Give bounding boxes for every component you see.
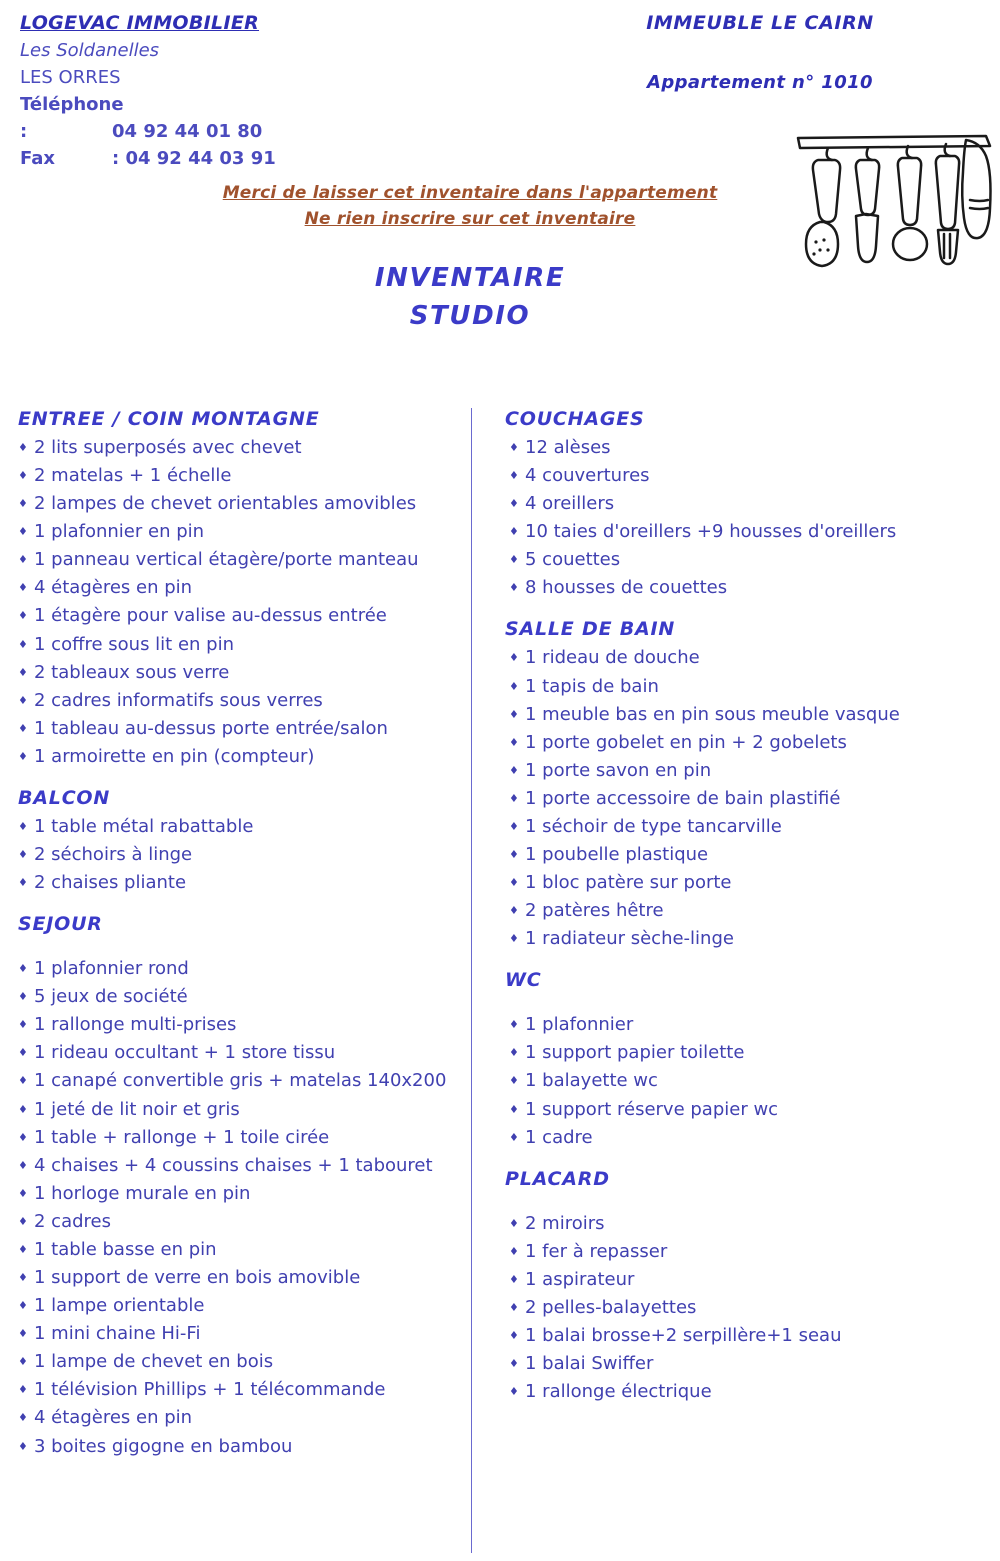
list-item: ♦ 1 bloc patère sur porte <box>505 869 965 897</box>
list-item: ♦ 1 table métal rabattable <box>18 813 458 841</box>
document-header <box>0 8 1000 331</box>
list-item: ♦ 1 table + rallonge + 1 toile cirée <box>18 1124 458 1152</box>
notice-line-2: Ne rien inscrire sur cet inventaire <box>304 209 636 230</box>
list-item: ♦ 1 cadre <box>505 1124 965 1152</box>
list-item: ♦ 8 housses de couettes <box>505 574 965 602</box>
list-item: ♦ 4 couvertures <box>505 462 965 490</box>
list-item: ♦ 1 mini chaine Hi-Fi <box>18 1320 458 1348</box>
section-item-list <box>18 434 458 771</box>
section-title: WC <box>505 969 542 992</box>
list-item: ♦ 1 balai brosse+2 serpillère+1 seau <box>505 1322 965 1350</box>
column-divider <box>471 408 472 1553</box>
section-salle-de-bain <box>505 618 965 953</box>
fax-value: : 04 92 44 03 91 <box>112 148 276 169</box>
list-item: ♦ 4 oreillers <box>505 490 965 518</box>
list-item: ♦ 1 rideau occultant + 1 store tissu <box>18 1039 458 1067</box>
list-item: ♦ 3 boites gigogne en bambou <box>18 1433 458 1461</box>
list-item: ♦ 1 table basse en pin <box>18 1236 458 1264</box>
notice-block <box>0 180 940 233</box>
section-item-list <box>505 1011 965 1151</box>
list-item: ♦ 1 porte accessoire de bain plastifié <box>505 785 965 813</box>
list-item: ♦ 4 étagères en pin <box>18 574 458 602</box>
list-item: ♦ 2 lits superposés avec chevet <box>18 434 458 462</box>
section-title: PLACARD <box>505 1167 610 1190</box>
list-item: ♦ 2 tableaux sous verre <box>18 659 458 687</box>
list-item: ♦ 1 balayette wc <box>505 1067 965 1095</box>
list-item: ♦ 1 canapé convertible gris + matelas 140x200 <box>18 1067 458 1095</box>
spacer <box>505 1152 965 1168</box>
spacer <box>505 602 965 618</box>
list-item: ♦ 1 séchoir de type tancarville <box>505 813 965 841</box>
section-item-list <box>505 644 965 953</box>
list-item: ♦ 1 support papier toilette <box>505 1039 965 1067</box>
section-item-list <box>505 1210 965 1407</box>
list-item: ♦ 4 étagères en pin <box>18 1404 458 1432</box>
list-item: ♦ 1 étagère pour valise au-dessus entrée <box>18 602 458 630</box>
section-item-list <box>18 813 458 897</box>
section-title: ENTREE / COIN MONTAGNE <box>18 408 320 430</box>
list-item: ♦ 1 plafonnier rond <box>18 955 458 983</box>
spacer <box>505 953 965 969</box>
list-item: ♦ 1 rideau de douche <box>505 644 965 672</box>
list-item: ♦ 1 lampe orientable <box>18 1292 458 1320</box>
spacer <box>505 1194 965 1210</box>
list-item: ♦ 1 balai Swiffer <box>505 1350 965 1378</box>
list-item: ♦ 1 coffre sous lit en pin <box>18 631 458 659</box>
list-item: ♦ 12 alèses <box>505 434 965 462</box>
list-item: ♦ 2 patères hêtre <box>505 897 965 925</box>
right-column <box>505 408 965 1406</box>
list-item: ♦ 2 miroirs <box>505 1210 965 1238</box>
list-item: ♦ 1 porte savon en pin <box>505 757 965 785</box>
list-item: ♦ 1 meuble bas en pin sous meuble vasque <box>505 701 965 729</box>
agency-fax <box>20 145 450 172</box>
section-placard <box>505 1168 965 1407</box>
list-item: ♦ 1 plafonnier en pin <box>18 518 458 546</box>
building-name: IMMEUBLE LE CAIRN <box>646 12 874 34</box>
section-balcon <box>18 787 458 897</box>
list-item: ♦ 2 cadres informatifs sous verres <box>18 687 458 715</box>
list-item: ♦ 1 jeté de lit noir et gris <box>18 1096 458 1124</box>
building-block <box>560 12 960 93</box>
list-item: ♦ 1 armoirette en pin (compteur) <box>18 743 458 771</box>
list-item: ♦ 1 télévision Phillips + 1 télécommande <box>18 1376 458 1404</box>
section-title: SEJOUR <box>18 913 103 936</box>
list-item: ♦ 1 rallonge multi-prises <box>18 1011 458 1039</box>
list-item: ♦ 1 support réserve papier wc <box>505 1096 965 1124</box>
list-item: ♦ 1 tableau au-dessus porte entrée/salon <box>18 715 458 743</box>
section-item-list <box>505 434 965 602</box>
list-item: ♦ 2 matelas + 1 échelle <box>18 462 458 490</box>
list-item: ♦ 1 support de verre en bois amovible <box>18 1264 458 1292</box>
list-item: ♦ 1 rallonge électrique <box>505 1378 965 1406</box>
list-item: ♦ 2 cadres <box>18 1208 458 1236</box>
section-couchages <box>505 408 965 602</box>
section-entree <box>18 408 458 771</box>
list-item: ♦ 2 pelles-balayettes <box>505 1294 965 1322</box>
list-item: ♦ 5 jeux de société <box>18 983 458 1011</box>
phone-value: 04 92 44 01 80 <box>112 121 263 142</box>
list-item: ♦ 1 plafonnier <box>505 1011 965 1039</box>
list-item: ♦ 1 poubelle plastique <box>505 841 965 869</box>
left-column <box>18 408 458 1461</box>
section-sejour <box>18 913 458 1460</box>
list-item: ♦ 4 chaises + 4 coussins chaises + 1 tabouret <box>18 1152 458 1180</box>
section-item-list <box>18 955 458 1460</box>
list-item: ♦ 1 porte gobelet en pin + 2 gobelets <box>505 729 965 757</box>
list-item: ♦ 1 aspirateur <box>505 1266 965 1294</box>
notice-line-1: Merci de laisser cet inventaire dans l'appartement <box>222 183 718 203</box>
section-wc <box>505 969 965 1151</box>
list-item: ♦ 1 tapis de bain <box>505 673 965 701</box>
spacer <box>505 995 965 1011</box>
list-item: ♦ 1 radiateur sèche-linge <box>505 925 965 953</box>
spacer <box>18 939 458 955</box>
list-item: ♦ 10 taies d'oreillers +9 housses d'oreillers <box>505 518 965 546</box>
phone-label: Téléphone : <box>20 94 124 142</box>
fax-label: Fax <box>20 148 55 169</box>
list-item: ♦ 2 séchoirs à linge <box>18 841 458 869</box>
title-line-2: STUDIO <box>409 301 531 331</box>
agency-block <box>20 12 450 172</box>
section-title: BALCON <box>18 786 111 809</box>
agency-city: LES ORRES <box>20 67 121 88</box>
agency-name: LOGEVAC IMMOBILIER <box>20 12 260 34</box>
section-title: COUCHAGES <box>505 408 645 430</box>
spacer <box>18 771 458 787</box>
title-line-1: INVENTAIRE <box>374 263 566 293</box>
list-item: ♦ 2 chaises pliante <box>18 869 458 897</box>
spacer <box>18 897 458 913</box>
list-item: ♦ 1 fer à repasser <box>505 1238 965 1266</box>
inventory-columns <box>0 408 1000 1558</box>
section-title: SALLE DE BAIN <box>505 618 676 641</box>
document-title <box>0 263 940 331</box>
apartment-number: Appartement n° 1010 <box>647 72 873 93</box>
list-item: ♦ 2 lampes de chevet orientables amovibles <box>18 490 458 518</box>
list-item: ♦ 1 lampe de chevet en bois <box>18 1348 458 1376</box>
list-item: ♦ 1 panneau vertical étagère/porte manteau <box>18 546 458 574</box>
list-item: ♦ 5 couettes <box>505 546 965 574</box>
agency-residence: Les Soldanelles <box>20 40 160 61</box>
list-item: ♦ 1 horloge murale en pin <box>18 1180 458 1208</box>
agency-phone <box>20 91 450 145</box>
